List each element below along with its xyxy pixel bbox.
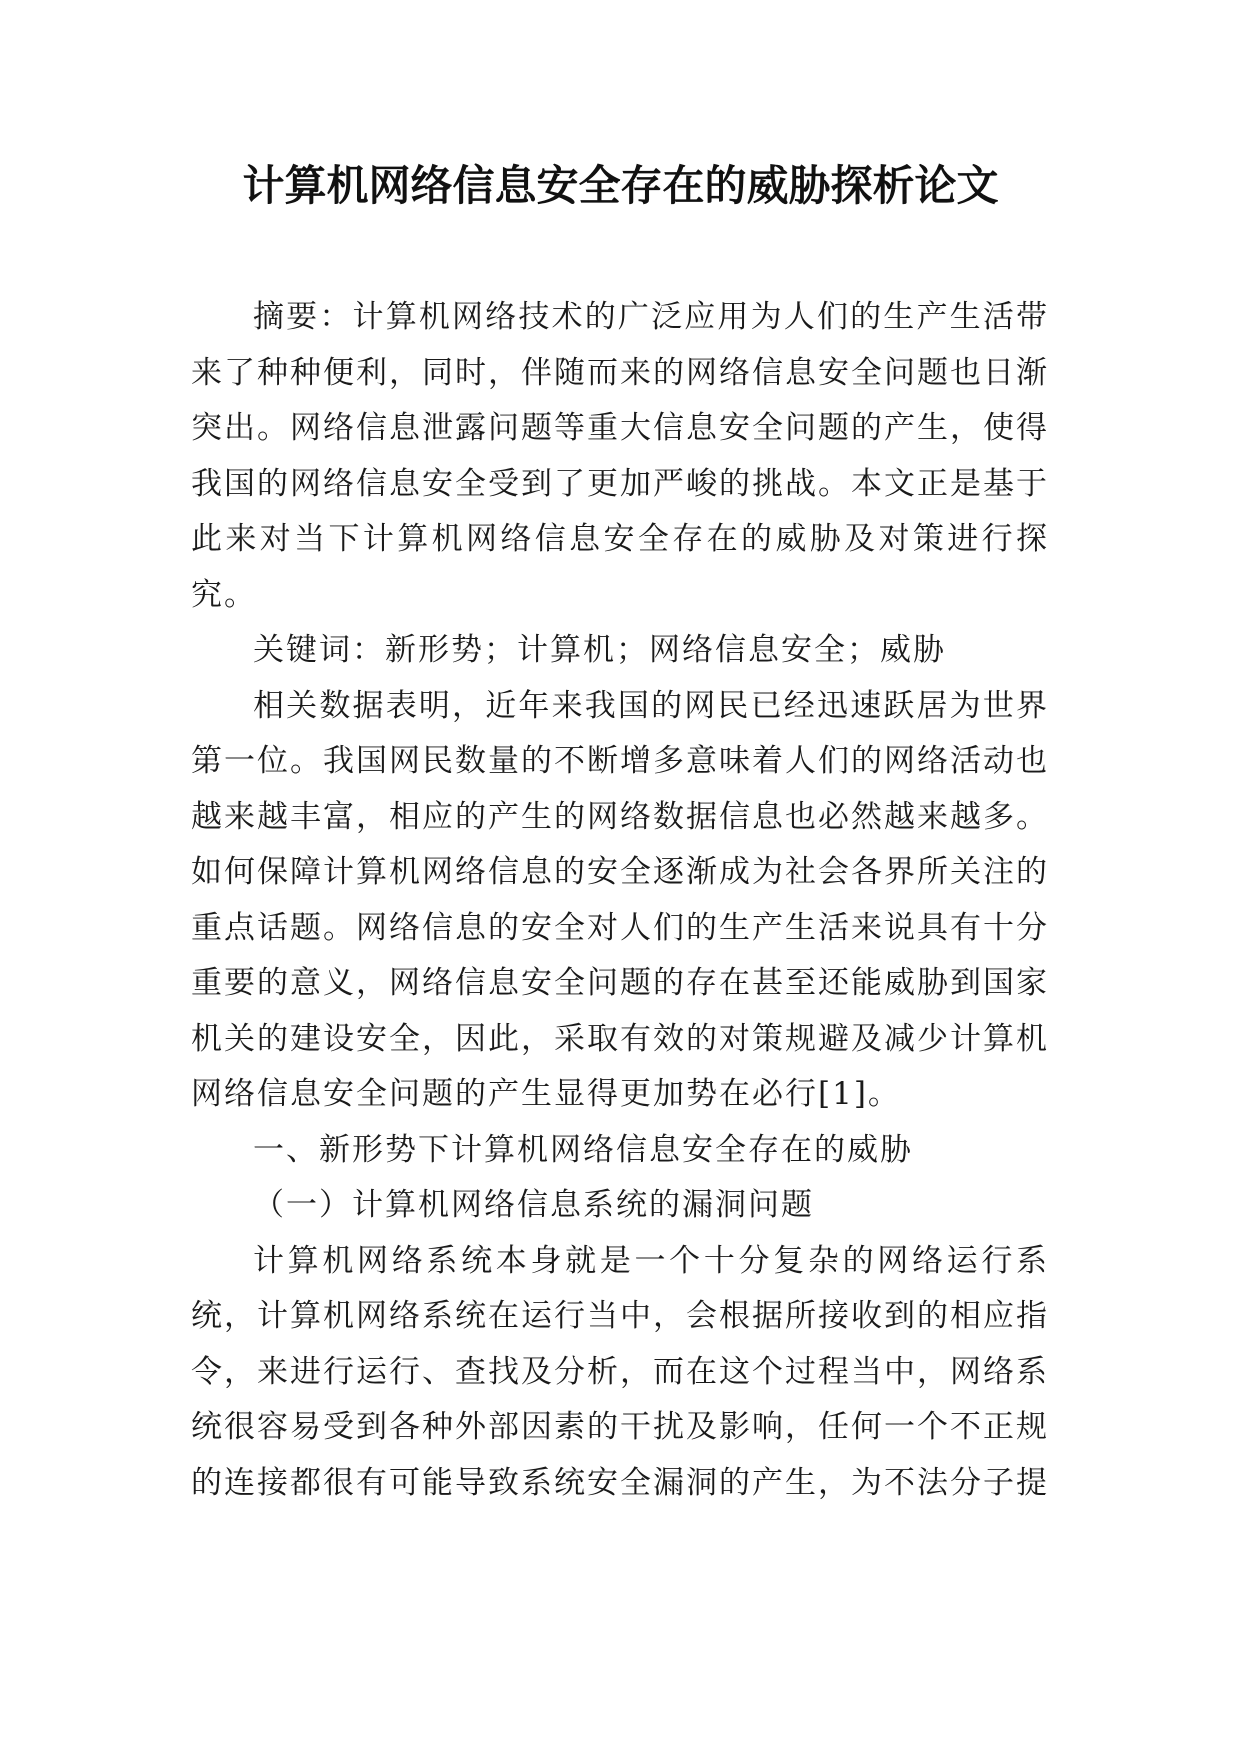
keywords-paragraph: 关键词：新形势；计算机；网络信息安全；威胁 <box>253 632 946 668</box>
section-heading: 一、新形势下计算机网络信息安全存在的威胁 <box>253 1131 913 1168</box>
abstract-paragraph: 摘要：计算机网络技术的广泛应用为人们的生产生活带来了种种便利，同时，伴随而来的网络信息安全问题也日渐突出。网络信息泄露问题等重大信息安全问题的产生，使得我国的网络信息安全受到了更加严峻的挑战。本文正是基于此来对当下计算机网络信息安全存在的威胁及对策进行探究。 <box>191 299 1049 613</box>
subsection-heading: （一）计算机网络信息系统的漏洞问题 <box>253 1187 814 1223</box>
document-title: 计算机网络信息安全存在的威胁探析论文 <box>242 161 999 210</box>
intro-paragraph: 相关数据表明，近年来我国的网民已经迅速跃居为世界第一位。我国网民数量的不断增多意味着人们的网络活动也越来越丰富，相应的产生的网络数据信息也必然越来越多。如何保障计算机网络信息的安全逐渐成为社会各界所关注的重点话题。网络信息的安全对人们的生产生活来说具有十分重要的意义，网络信息安全问题的存在甚至还能威胁到国家机关的建设安全，因此，采取有效的对策规避及减少计算机网络信息安全问题的产生显得更加势在必行[1]。 <box>191 687 1049 1112</box>
document-body <box>191 290 1049 1511</box>
body-paragraph: 计算机网络系统本身就是一个十分复杂的网络运行系统，计算机网络系统在运行当中，会根据所接收到的相应指令，来进行运行、查找及分析，而在这个过程当中，网络系统很容易受到各种外部因素的干扰及影响，任何一个不正规的连接都很有可能导致系统安全漏洞的产生，为不法分子提 <box>191 1242 1049 1501</box>
